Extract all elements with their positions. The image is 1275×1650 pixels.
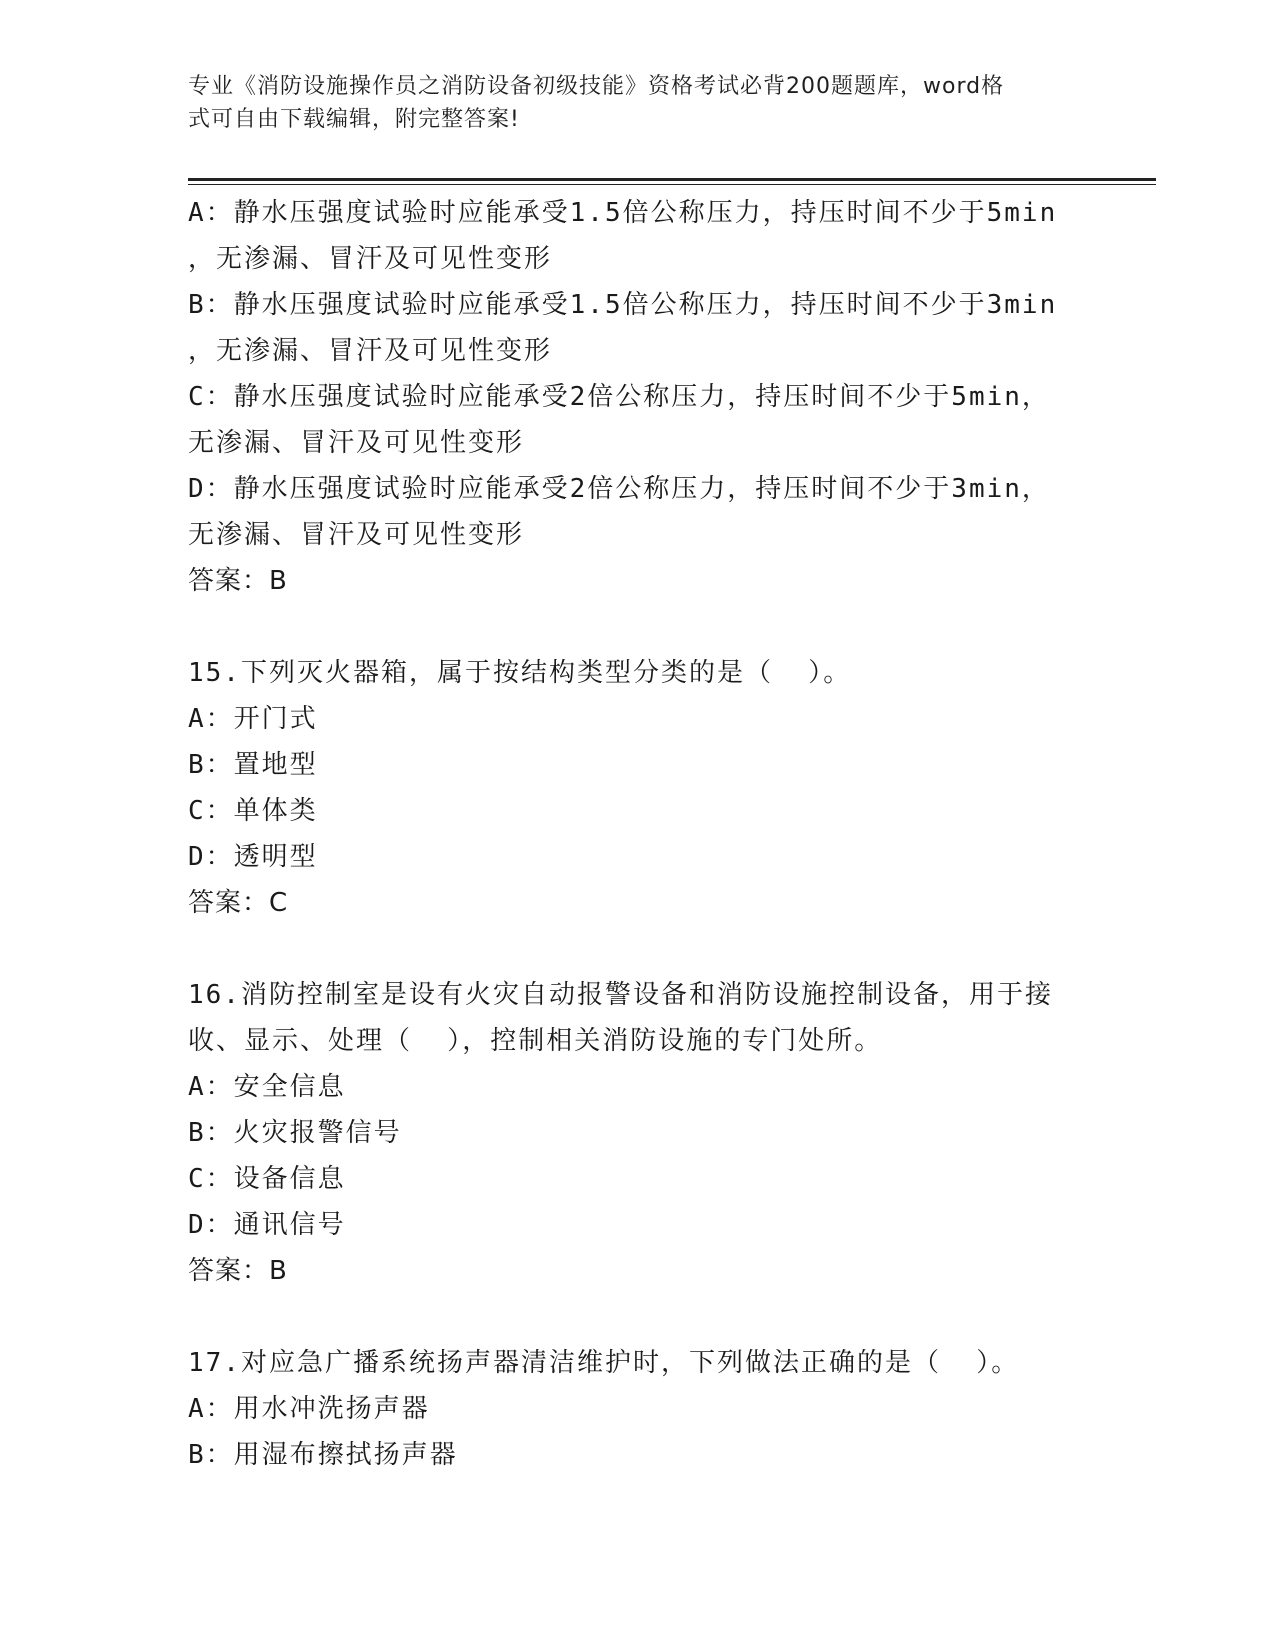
header-line-2: 式可自由下载编辑，附完整答案!: [188, 107, 520, 132]
option-d: D：透明型: [188, 842, 318, 872]
option-b: B：用湿布擦拭扬声器: [188, 1440, 458, 1470]
spacer: [188, 1294, 1088, 1340]
option-a: A：用水冲洗扬声器: [188, 1394, 430, 1424]
question-14-options: [188, 190, 1088, 604]
option-b-line-1: B：静水压强度试验时应能承受1.5倍公称压力，持压时间不少于3min: [188, 290, 1058, 320]
document-header: [188, 70, 1068, 136]
header-divider-thick: [188, 178, 1156, 181]
question-stem: 17.对应急广播系统扬声器清洁维护时，下列做法正确的是（ ）。: [188, 1348, 1020, 1378]
option-a-line-1: A：静水压强度试验时应能承受1.5倍公称压力，持压时间不少于5min: [188, 198, 1058, 228]
answer-line: 答案：B: [188, 566, 288, 596]
option-c: C：设备信息: [188, 1164, 346, 1194]
option-c-line-2: 无渗漏、冒汗及可见性变形: [188, 428, 525, 458]
question-15: [188, 650, 1088, 926]
header-divider-thin: [188, 184, 1156, 185]
question-17: [188, 1340, 1088, 1478]
option-b: B：置地型: [188, 750, 318, 780]
option-a-line-2: ，无渗漏、冒汗及可见性变形: [188, 244, 553, 274]
answer-line: 答案：C: [188, 888, 289, 918]
option-d-line-2: 无渗漏、冒汗及可见性变形: [188, 520, 525, 550]
option-a: A：开门式: [188, 704, 318, 734]
option-d: D：通讯信号: [188, 1210, 346, 1240]
spacer: [188, 604, 1088, 650]
question-stem: 15.下列灭火器箱，属于按结构类型分类的是（ ）。: [188, 658, 852, 688]
header-line-1: 专业《消防设施操作员之消防设备初级技能》资格考试必背200题题库，word格: [188, 74, 1005, 99]
option-d-line-1: D：静水压强度试验时应能承受2倍公称压力，持压时间不少于3min，: [188, 474, 1050, 504]
option-a: A：安全信息: [188, 1072, 346, 1102]
question-stem-line-2: 收、显示、处理（ ），控制相关消防设施的专门处所。: [188, 1026, 883, 1056]
spacer: [188, 926, 1088, 972]
option-b: B：火灾报警信号: [188, 1118, 402, 1148]
option-b-line-2: ，无渗漏、冒汗及可见性变形: [188, 336, 553, 366]
option-c: C：单体类: [188, 796, 318, 826]
option-c-line-1: C：静水压强度试验时应能承受2倍公称压力，持压时间不少于5min，: [188, 382, 1050, 412]
answer-line: 答案：B: [188, 1256, 288, 1286]
question-stem-line-1: 16.消防控制室是设有火灾自动报警设备和消防设施控制设备，用于接: [188, 980, 1053, 1010]
document-body: [188, 190, 1088, 1478]
question-16: [188, 972, 1088, 1294]
